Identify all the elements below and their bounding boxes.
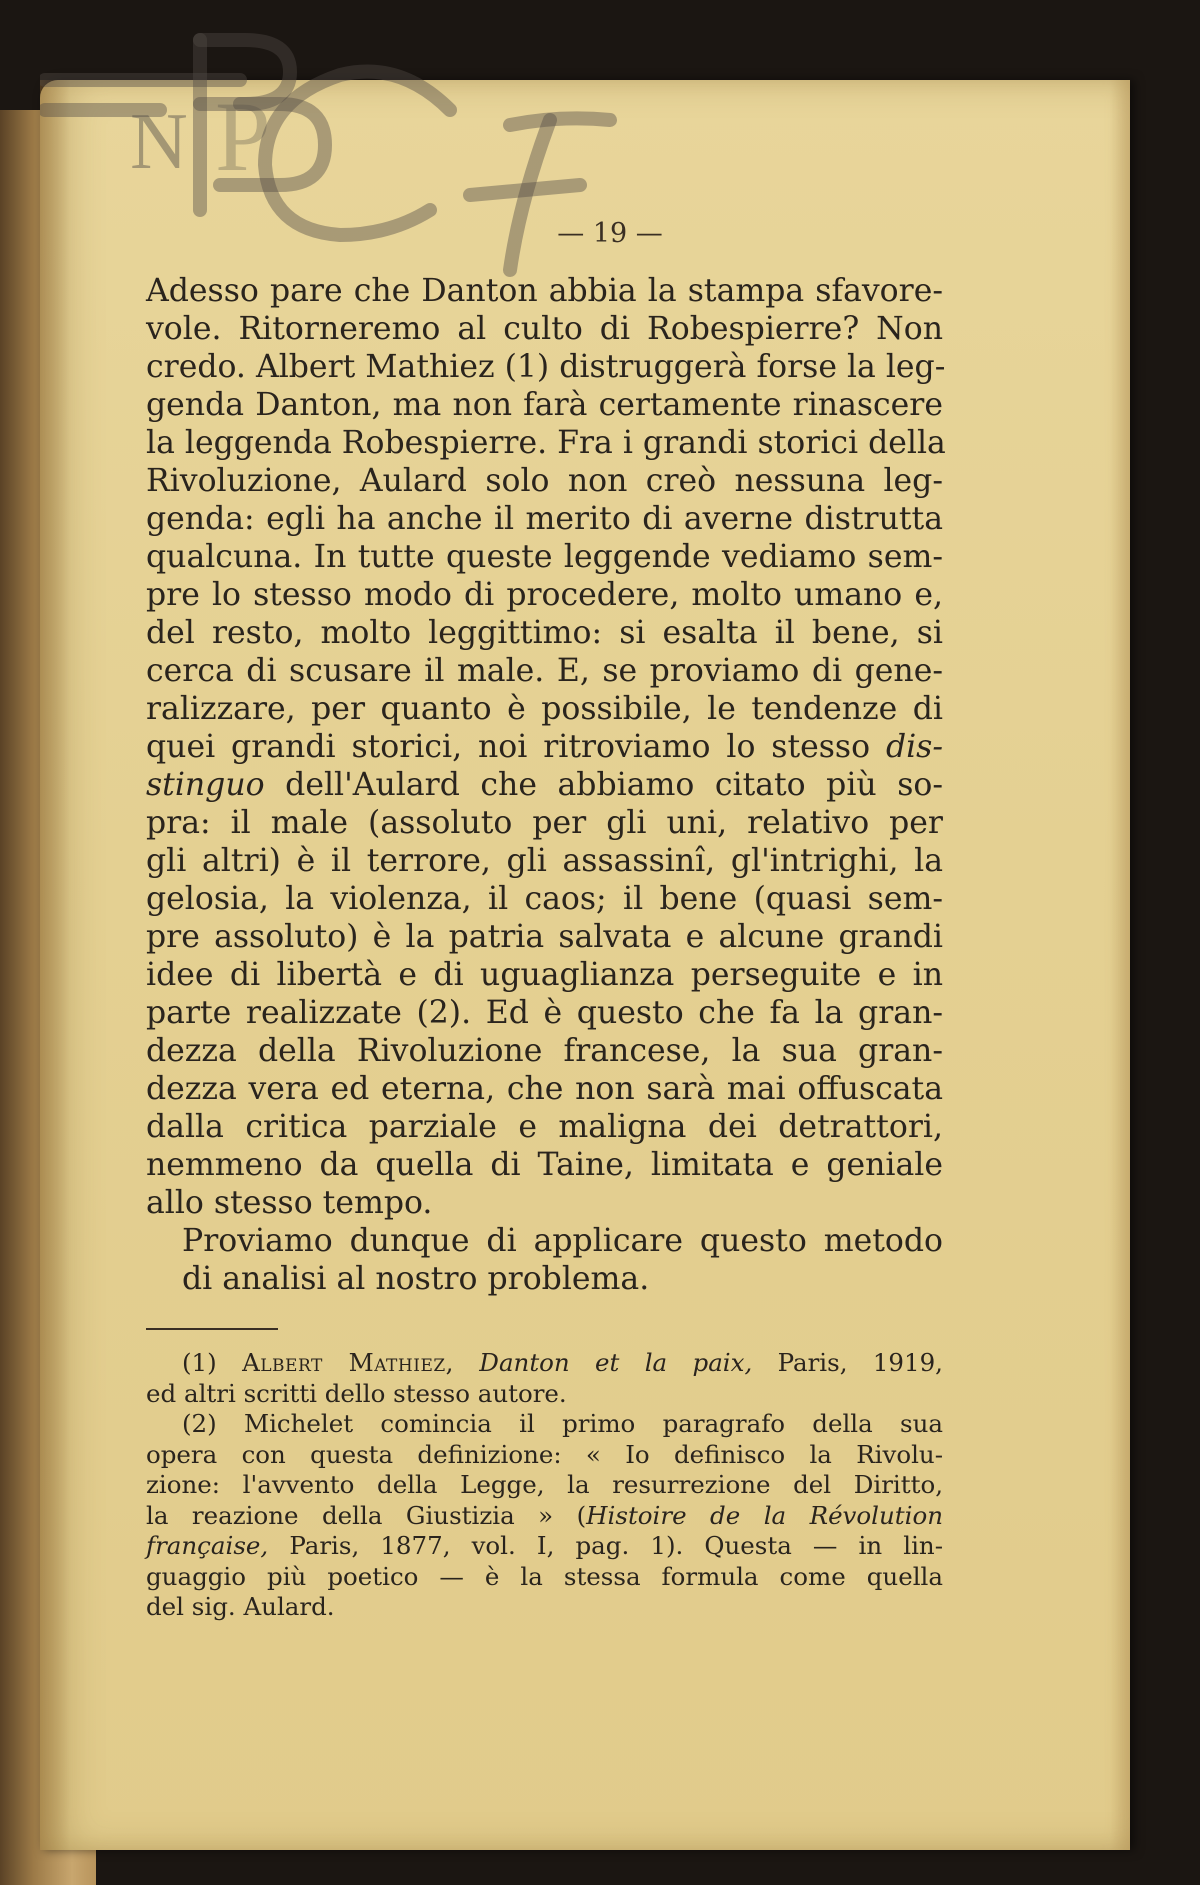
text-line: parte realizzate (2). Ed è questo che fa la gran-	[146, 995, 943, 1031]
text-line: gelosia, la violenza, il caos; il bene (quasi sem-	[146, 881, 943, 917]
text-line	[146, 1531, 943, 1562]
text-line: pre lo stesso modo di procedere, molto umano e,	[146, 577, 943, 613]
page-number: — 19 —	[557, 218, 663, 249]
paragraph	[146, 1222, 943, 1298]
paragraph	[146, 272, 946, 1222]
text-line: Rivoluzione, Aulard solo non creò nessuna leg-	[146, 463, 943, 499]
text-line: zione: l'avvento della Legge, la resurrezione del Diritto,	[146, 1470, 943, 1499]
text-line: (2) Michelet comincia il primo paragrafo della sua	[182, 1409, 943, 1438]
footnote-2	[146, 1409, 943, 1623]
main-text	[146, 272, 946, 1298]
text-line	[146, 1501, 943, 1532]
text-line: cerca di scusare il male. E, se proviamo di gene-	[146, 653, 943, 689]
text-segment: Paris, 1877, vol. I, pag. 1). Questa — in lin-	[289, 1531, 943, 1560]
text-line: dalla critica parziale e maligna dei detrattori,	[146, 1109, 943, 1145]
text-line: la leggenda Robespierre. Fra i grandi storici della	[146, 425, 946, 461]
footnote-1	[146, 1348, 943, 1409]
text-line: guaggio più poetico — è la stessa formula come quella	[146, 1561, 943, 1591]
text-segment: dell'Aulard che abbiamo citato più so-	[285, 767, 943, 803]
text-line	[146, 766, 943, 804]
text-line: pra: il male (assoluto per gli uni, relativo per	[146, 805, 943, 841]
watermark-letter-n: N	[130, 98, 188, 186]
text-line: ralizzare, per quanto è possibile, le tendenze di	[146, 691, 943, 727]
footnote-author: Albert Mathiez,	[242, 1348, 454, 1377]
footnote-title: Danton et la paix,	[479, 1348, 753, 1377]
italic-title: Histoire de la Révolution	[586, 1500, 943, 1530]
text-line: ed altri scritti dello stesso autore.	[146, 1378, 567, 1408]
text-segment: quei grandi storici, noi ritroviamo lo stesso	[146, 729, 871, 765]
italic-word: stinguo	[146, 767, 265, 803]
text-line: Adesso pare che Danton abbia la stampa sfavore-	[146, 273, 943, 309]
text-segment: Paris, 1919,	[777, 1348, 943, 1377]
footnote-marker: (1)	[182, 1348, 217, 1377]
text-line: credo. Albert Mathiez (1) distruggerà forse la leg-	[146, 349, 946, 385]
text-line: gli altri) è il terrore, gli assassinî, gl'intrighi, la	[146, 843, 943, 879]
text-line: dezza della Rivoluzione francese, la sua gran-	[146, 1033, 943, 1069]
text-line: allo stesso tempo.	[146, 1185, 433, 1221]
text-line: del sig. Aulard.	[146, 1592, 335, 1621]
footnote-separator	[146, 1328, 278, 1330]
text-line: Proviamo dunque di applicare questo metodo	[182, 1223, 943, 1259]
text-line	[146, 728, 943, 766]
text-line: vole. Ritorneremo al culto di Robespierre? Non	[146, 311, 943, 347]
text-line: idee di libertà e di uguaglianza perseguite e in	[146, 957, 943, 993]
text-line: genda Danton, ma non farà certamente rinascere	[146, 387, 943, 423]
text-line: pre assoluto) è la patria salvata e alcune grandi	[146, 919, 943, 955]
italic-word: dis-	[885, 729, 943, 765]
watermark-letter-p: P	[215, 81, 271, 192]
text-line	[146, 1348, 943, 1379]
text-line: opera con questa definizione: « Io definisco la Rivolu-	[146, 1439, 943, 1469]
footnotes	[146, 1348, 943, 1623]
italic-title: française,	[146, 1531, 269, 1560]
text-line: qualcuna. In tutte queste leggende vediamo sem-	[146, 539, 943, 575]
text-line: del resto, molto leggittimo: si esalta il bene, si	[146, 615, 943, 651]
text-segment: la reazione della Giustizia » (	[146, 1500, 587, 1530]
text-line: nemmeno da quella di Taine, limitata e geniale	[146, 1147, 943, 1183]
text-line: di analisi al nostro problema.	[182, 1261, 650, 1297]
text-line: dezza vera ed eterna, che non sarà mai offuscata	[146, 1071, 943, 1107]
text-line: genda: egli ha anche il merito di averne distrutta	[146, 501, 943, 537]
